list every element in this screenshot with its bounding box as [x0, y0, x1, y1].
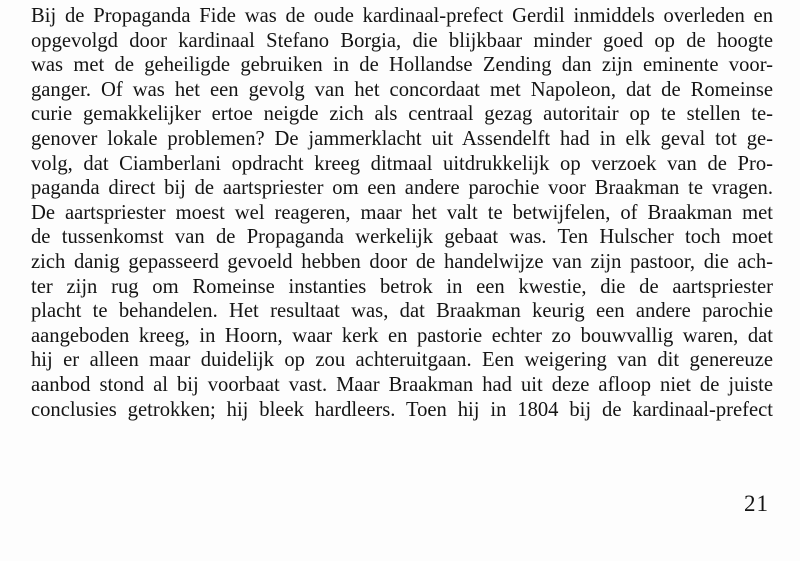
text-line: was met de geheiligde gebruiken in de Hollandse Zending dan zijn eminente voor- [31, 54, 773, 77]
body-paragraph [31, 4, 773, 422]
text-line: zich danig gepasseerd gevoeld hebben door de handelwijze van zijn pastoor, die ach- [31, 250, 773, 273]
text-line: hij er alleen maar duidelijk op zou achteruitgaan. Een weigering van dit genereuze [31, 349, 773, 372]
text-line: genover lokale problemen? De jammerklacht uit Assendelft had in elk geval tot ge- [31, 127, 773, 150]
text-line: de tussenkomst van de Propaganda werkelijk gebaat was. Ten Hulscher toch moet [31, 226, 773, 249]
text-line: aangeboden kreeg, in Hoorn, waar kerk en pastorie echter zo bouwvallig waren, dat [31, 324, 773, 347]
text-line: volg, dat Ciamberlani opdracht kreeg ditmaal uitdrukkelijk op verzoek van de Pro- [31, 152, 773, 175]
text-line: ganger. Of was het een gevolg van het concordaat met Napoleon, dat de Romeinse [31, 78, 773, 101]
text-line: aanbod stond al bij voorbaat vast. Maar Braakman had uit deze afloop niet de juiste [31, 373, 773, 396]
text-line: opgevolgd door kardinaal Stefano Borgia, die blijkbaar minder goed op de hoogte [31, 29, 773, 52]
text-line: conclusies getrokken; hij bleek hardleers. Toen hij in 1804 bij de kardinaal-prefect [31, 398, 773, 421]
text-line: De aartspriester moest wel reageren, maar het valt te betwijfelen, of Braakman met [31, 201, 773, 224]
text-line: curie gemakkelijker ertoe neigde zich als centraal gezag autoritair op te stellen te- [31, 103, 773, 126]
text-line: placht te behandelen. Het resultaat was, dat Braakman keurig een andere parochie [31, 300, 773, 323]
text-line: Bij de Propaganda Fide was de oude kardinaal-prefect Gerdil inmiddels overleden en [31, 5, 773, 27]
page-number: 21 [744, 491, 769, 516]
text-line: ter zijn rug om Romeinse instanties betrok in een kwestie, die de aartspriester [31, 275, 773, 298]
text-line: paganda direct bij de aartspriester om een andere parochie voor Braakman te vragen. [31, 177, 773, 200]
